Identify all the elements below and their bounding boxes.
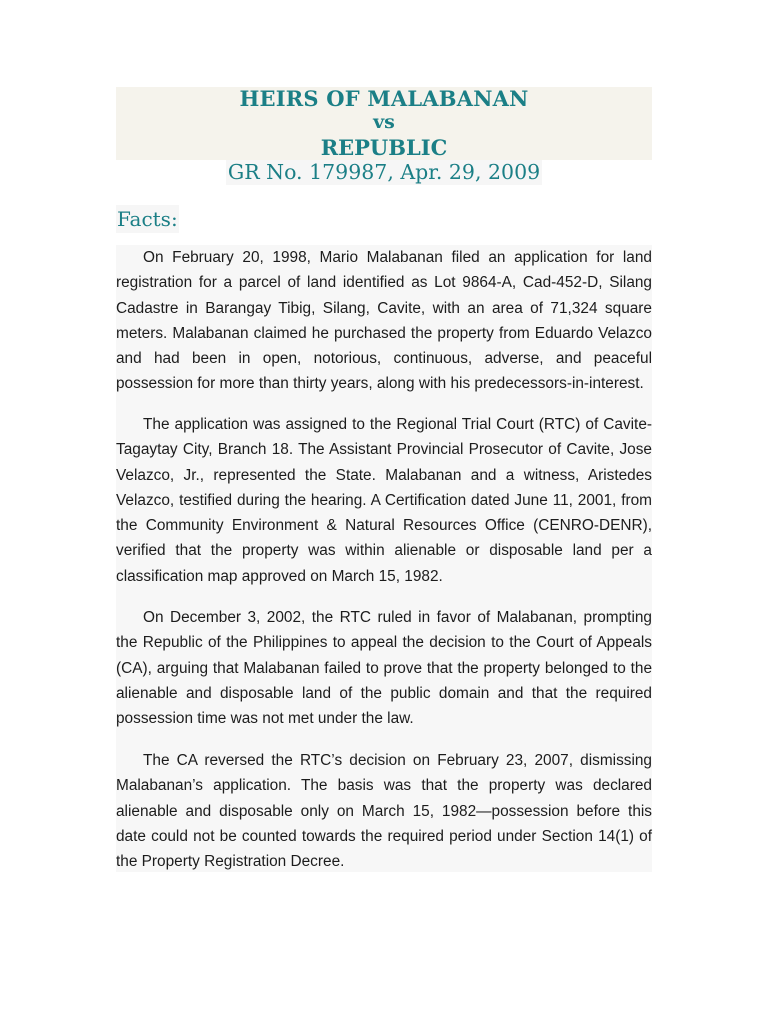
case-reference: GR No. 179987, Apr. 29, 2009 — [227, 160, 541, 184]
facts-paragraph-2: The application was assigned to the Regional Trial Court (RTC) of Cavite-Tagaytay City, Branch 18. The Assistant Provincial Prosecutor of Cavite, Jose Velazco, Jr., represented the State. Malabanan and a witness, Aristedes Velazco, testified during the hearing. A Certification dated June 11, 2001, from the Community Environment & Natural Resources Office (CENRO-DENR), verified that the property was within alienable or disposable land per a classification map approved on March 15, 1982. — [116, 416, 652, 585]
case-title-versus: vs — [373, 111, 395, 133]
facts-heading: Facts: — [117, 207, 178, 231]
case-title-respondent: REPUBLIC — [320, 135, 448, 160]
case-title-petitioner: HEIRS OF MALABANAN — [239, 86, 529, 111]
case-reference-container — [116, 160, 652, 185]
facts-paragraph-1: On February 20, 1998, Mario Malabanan filed an application for land registration for a parcel of land identified as Lot 9864-A, Cad-452-D, Silang Cadastre in Barangay Tibig, Silang, Cavite, with an area of 71,324 square meters. Malabanan claimed he purchased the property from Eduardo Velazco and had been in open, notorious, continuous, adverse, and peaceful possession for more than thirty years, along with his predecessors-in-interest. — [116, 249, 652, 393]
facts-paragraph-3: On December 3, 2002, the RTC ruled in favor of Malabanan, prompting the Republic of the Philippines to appeal the decision to the Court of Appeals (CA), arguing that Malabanan failed to prove that the property belonged to the alienable and disposable land of the public domain and that the required possession time was not met under the law. — [116, 609, 652, 728]
facts-paragraph-4: The CA reversed the RTC’s decision on February 23, 2007, dismissing Malabanan’s application. The basis was that the property was declared alienable and disposable only on March 15, 1982—possession before this date could not be counted towards the required period under Section 14(1) of the Property Registration Decree. — [116, 752, 652, 871]
